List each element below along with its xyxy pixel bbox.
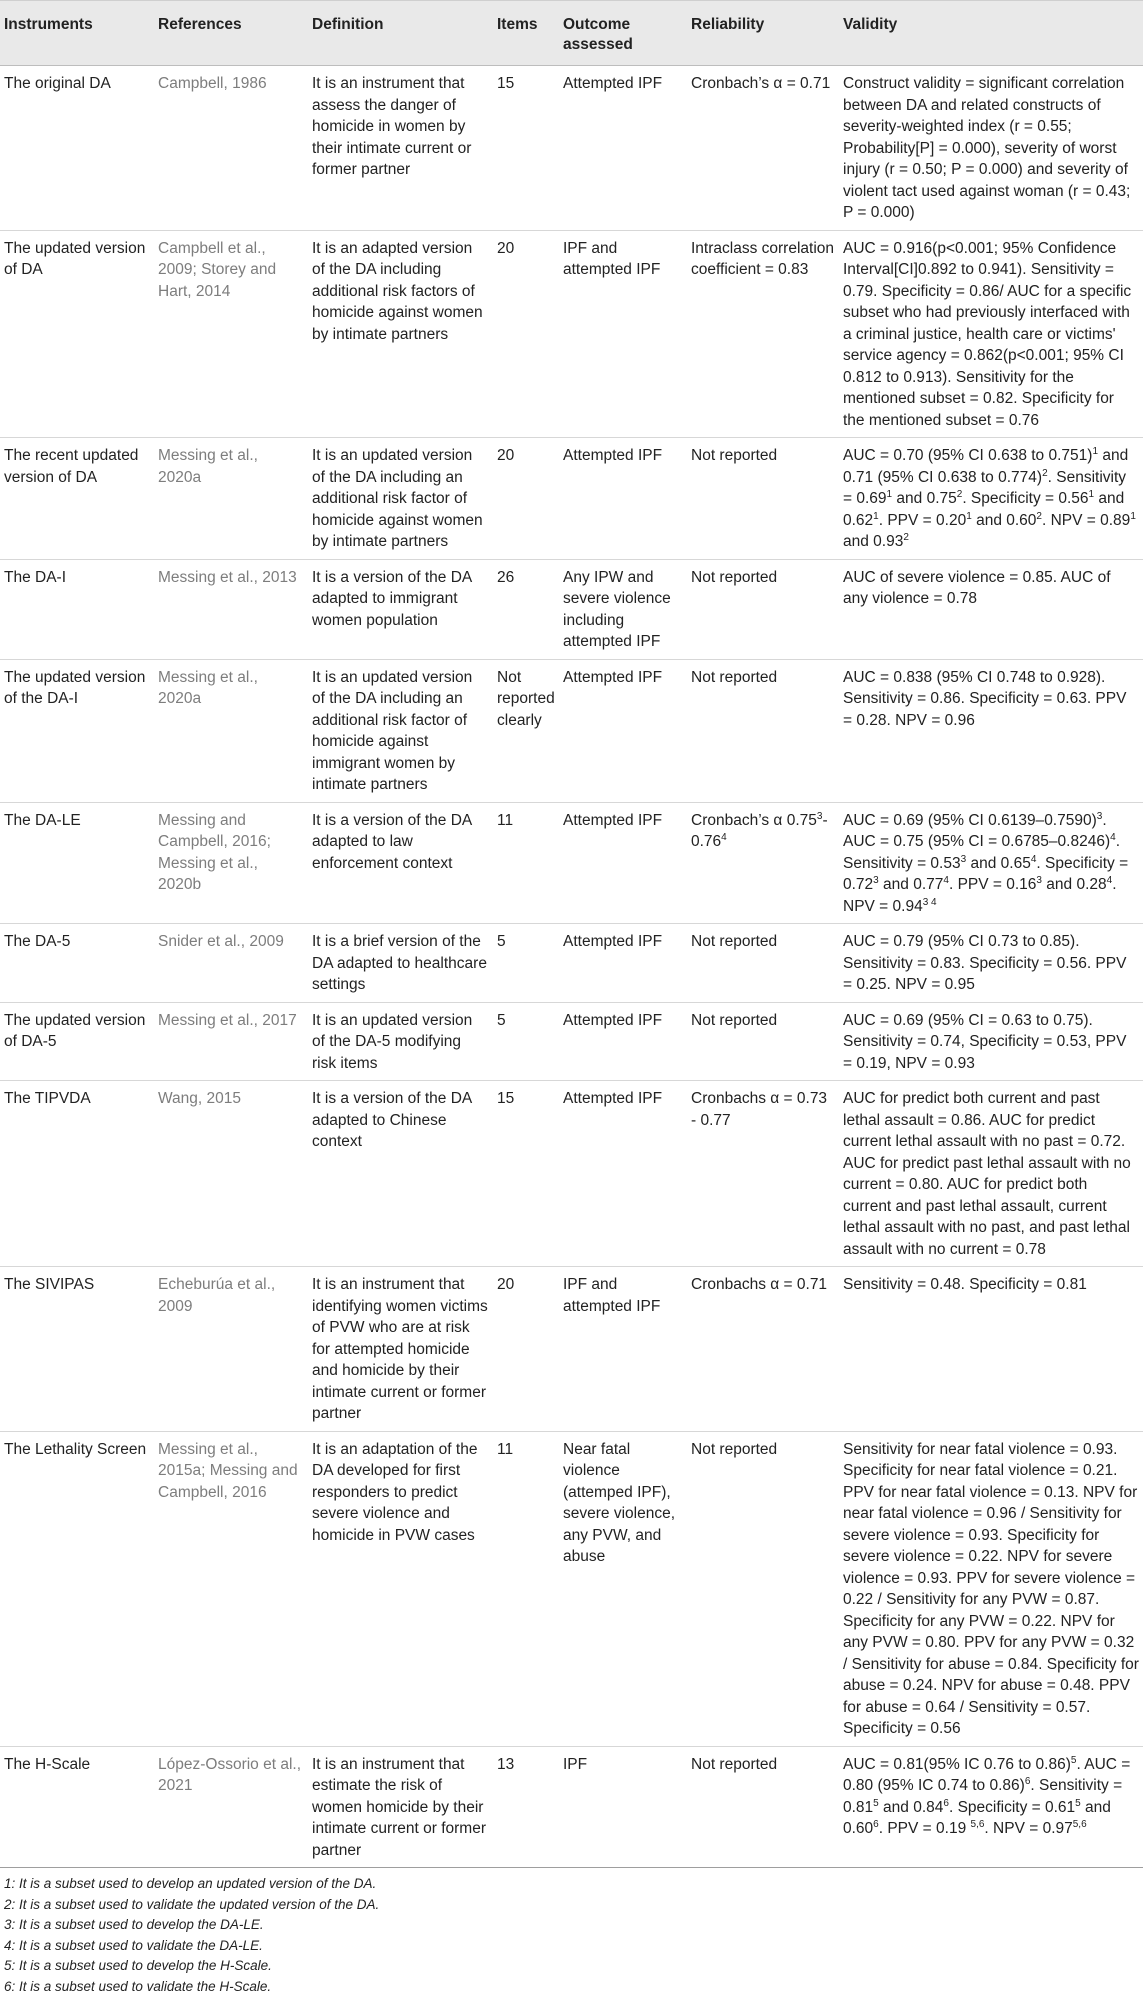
footnote: 4: It is a subset used to validate the DA-LE. [4,1936,379,1957]
cell-references: Campbell, 1986 [154,66,308,231]
text-run: and 0.75 [892,490,957,507]
cell-items: 26 [493,559,559,659]
cell-validity: Sensitivity for near fatal violence = 0.93. Specificity for near fatal violence = 0.21. PPV for near fatal violence = 0.13. NPV for near fatal violence = 0.96 / Sensitivity for severe violence = 0.93. Specificity for severe violence = 0.22. NPV for severe violence = 0.93. PPV for severe violence = 0.22 / Sensitivity for any PVW = 0.87. Specificity for any PVW = 0.22. NPV for any PVW = 0.80. PPV for any PVW = 0.32 / Sensitivity for abuse = 0.84. Specificity for abuse = 0.24. NPV for abuse = 0.48. PPV for abuse = 0.64 / Sensitivity = 0.57. Specificity = 0.56 [839,1431,1143,1746]
table-row [0,924,1143,1003]
footnote: 5: It is a subset used to develop the H-Scale. [4,1956,379,1977]
table-body [0,66,1143,1868]
text-run: . Sensitivity = 0.81 [843,1777,1122,1816]
header-row [0,1,1143,66]
cell-instrument: The updated version of DA-5 [0,1002,154,1081]
cell-validity: AUC = 0.916(p<0.001; 95% Confidence Interval[CI]0.892 to 0.941). Sensitivity = 0.79. Specificity = 0.86/ AUC for a specific subset who had previously interfaced with a criminal justice, health care or victims' service agency = 0.862(p<0.001; 95% CI 0.812 to 0.913). Sensitivity for the mentioned subset = 0.82. Specificity for the mentioned subset = 0.76 [839,230,1143,438]
text-run: and 0.28 [1042,876,1107,893]
cell-reliability: Not reported [687,438,839,560]
footnote-marker: 4 [1110,832,1116,843]
header-definition: Definition [308,1,493,66]
footnote-marker: 2 [1036,510,1042,521]
cell-validity: AUC = 0.69 (95% CI = 0.63 to 0.75). Sensitivity = 0.74, Specificity = 0.53, PPV = 0.19, NPV = 0.93 [839,1002,1143,1081]
cell-references: Echeburúa et al., 2009 [154,1267,308,1432]
table-row [0,559,1143,659]
footnote-marker: 1 [1089,489,1095,500]
cell-outcome: Any IPW and severe violence including attempted IPF [559,559,687,659]
cell-references: Messing and Campbell, 2016; Messing et al., 2020b [154,802,308,924]
text-run: AUC = 0.70 (95% CI 0.638 to 0.751) [843,447,1092,464]
footnote-marker: 6 [1025,1776,1031,1787]
cell-items: 11 [493,1431,559,1746]
cell-reliability: Not reported [687,924,839,1003]
header-items: Items [493,1,559,66]
header-reliability: Reliability [687,1,839,66]
table-row [0,230,1143,438]
text-run: . NPV = 0.97 [984,1820,1072,1837]
footnote: 1: It is a subset used to develop an updated version of the DA. [4,1874,379,1895]
cell-outcome: Attempted IPF [559,1081,687,1267]
cell-items: 15 [493,1081,559,1267]
footnote-marker: 5 [1071,1754,1077,1765]
cell-items: 11 [493,802,559,924]
footnote: 2: It is a subset used to validate the updated version of the DA. [4,1895,379,1916]
table-row [0,1002,1143,1081]
header-validity: Validity [839,1,1143,66]
cell-items: 5 [493,1002,559,1081]
text-run: -0.76 [691,812,828,851]
cell-items: 20 [493,438,559,560]
table-row [0,1081,1143,1267]
cell-validity: AUC = 0.838 (95% CI 0.748 to 0.928). Sensitivity = 0.86. Specificity = 0.63. PPV = 0.28. NPV = 0.96 [839,659,1143,802]
cell-definition: It is a version of the DA adapted to Chinese context [308,1081,493,1267]
cell-definition: It is an updated version of the DA-5 modifying risk items [308,1002,493,1081]
cell-outcome: Attempted IPF [559,924,687,1003]
cell-items: 15 [493,66,559,231]
footnote-marker: 3 [961,853,967,864]
cell-definition: It is an updated version of the DA including an additional risk factor of homicide against women by intimate partners [308,438,493,560]
cell-outcome: IPF and attempted IPF [559,1267,687,1432]
cell-instrument: The updated version of the DA-I [0,659,154,802]
cell-instrument: The recent updated version of DA [0,438,154,560]
footnote-marker: 1 [966,510,972,521]
cell-references: Messing et al., 2013 [154,559,308,659]
footnote-marker: 4 [1031,853,1037,864]
footnote-marker: 5 [873,1797,879,1808]
text-run: . AUC = 0.75 (95% CI = 0.6785–0.8246) [843,812,1110,851]
cell-references: Messing et al., 2020a [154,438,308,560]
footnote-marker: 6 [943,1797,949,1808]
footnote-marker: 3 4 [923,896,937,907]
footnote-marker: 4 [1107,875,1113,886]
cell-reliability: Not reported [687,1002,839,1081]
cell-instrument: The original DA [0,66,154,231]
cell-reliability: Intraclass correlation coefficient = 0.83 [687,230,839,438]
text-run: . NPV = 0.94 [843,876,1117,915]
text-run: . PPV = 0.19 [879,1820,971,1837]
cell-instrument: The DA-5 [0,924,154,1003]
text-run: AUC = 0.81(95% IC 0.76 to 0.86) [843,1756,1071,1773]
footnote-marker: 2 [903,532,909,543]
text-run: . Specificity = 0.72 [843,855,1128,894]
cell-validity: AUC = 0.79 (95% CI 0.73 to 0.85). Sensitivity = 0.83. Specificity = 0.56. PPV = 0.25. NPV = 0.95 [839,924,1143,1003]
cell-outcome: Attempted IPF [559,659,687,802]
table-row [0,802,1143,924]
text-run: . Specificity = 0.56 [962,490,1088,507]
cell-definition: It is an adaptation of the DA developed for first responders to predict severe violence and homicide in PVW cases [308,1431,493,1746]
header-instruments: Instruments [0,1,154,66]
text-run: and 0.60 [972,512,1037,529]
cell-reliability: Cronbachs α = 0.73 - 0.77 [687,1081,839,1267]
cell-outcome: IPF [559,1746,687,1868]
cell-definition: It is an instrument that assess the danger of homicide in women by their intimate current or former partner [308,66,493,231]
footnote-marker: 3 [1036,875,1042,886]
cell-validity [839,1746,1143,1868]
header-outcome-assessed: Outcome assessed [559,1,687,66]
text-run: . Specificity = 0.61 [949,1799,1075,1816]
text-run: AUC = 0.69 (95% CI 0.6139–0.7590) [843,812,1097,829]
cell-reliability: Cronbach’s α = 0.71 [687,66,839,231]
cell-items: 20 [493,1267,559,1432]
text-run: . PPV = 0.20 [879,512,966,529]
cell-reliability: Not reported [687,559,839,659]
footnote-marker: 3 [1097,810,1103,821]
table-row [0,1267,1143,1432]
cell-instrument: The TIPVDA [0,1081,154,1267]
cell-validity: Construct validity = significant correlation between DA and related constructs of severity-weighted index (r = 0.55; Probability[P] = 0.000), severity of worst injury (r = 0.50; P = 0.000) and severity of violent tact used against woman (r = 0.43; P = 0.000) [839,66,1143,231]
text-run: . AUC = 0.80 (95% IC 0.74 to 0.86) [843,1756,1130,1795]
footnote-marker: 5 [1075,1797,1081,1808]
text-run: . NPV = 0.89 [1042,512,1130,529]
cell-instrument: The H-Scale [0,1746,154,1868]
cell-reliability [687,802,839,924]
text-run: and 0.71 (95% CI 0.638 to 0.774) [843,447,1128,486]
footnote-marker: 4 [943,875,949,886]
cell-references: Messing et al., 2015a; Messing and Campbell, 2016 [154,1431,308,1746]
footnote: 3: It is a subset used to develop the DA-LE. [4,1915,379,1936]
cell-items: 20 [493,230,559,438]
text-run: and 0.62 [843,490,1124,529]
footnote: 6: It is a subset used to validate the H-Scale. [4,1977,379,1997]
footnote-marker: 1 [1092,446,1098,457]
cell-definition: It is a brief version of the DA adapted to healthcare settings [308,924,493,1003]
footnote-marker: 4 [721,832,727,843]
table-row [0,1431,1143,1746]
text-run: . Sensitivity = 0.53 [843,833,1120,872]
cell-definition: It is a version of the DA adapted to law enforcement context [308,802,493,924]
cell-reliability: Not reported [687,659,839,802]
text-run: Cronbach’s α 0.75 [691,812,817,829]
text-run: and 0.77 [879,876,944,893]
cell-definition: It is an updated version of the DA including an additional risk factor of homicide against immigrant women by intimate partners [308,659,493,802]
cell-definition: It is a version of the DA adapted to immigrant women population [308,559,493,659]
cell-instrument: The DA-LE [0,802,154,924]
cell-outcome: Attempted IPF [559,1002,687,1081]
cell-reliability: Not reported [687,1746,839,1868]
cell-references: Wang, 2015 [154,1081,308,1267]
footnote-marker: 3 [873,875,879,886]
cell-instrument: The DA-I [0,559,154,659]
table-row [0,438,1143,560]
footnote-marker: 1 [1130,510,1136,521]
header-references: References [154,1,308,66]
text-run: and 0.84 [879,1799,944,1816]
cell-outcome: Attempted IPF [559,66,687,231]
cell-validity [839,438,1143,560]
table-row [0,1746,1143,1868]
footnotes [4,1874,379,1997]
cell-definition: It is an adapted version of the DA including additional risk factors of homicide against women by intimate partners [308,230,493,438]
table-header [0,1,1143,66]
cell-outcome: Attempted IPF [559,438,687,560]
cell-references: Messing et al., 2017 [154,1002,308,1081]
table-row [0,66,1143,231]
cell-items: 5 [493,924,559,1003]
cell-instrument: The Lethality Screen [0,1431,154,1746]
cell-validity: Sensitivity = 0.48. Specificity = 0.81 [839,1267,1143,1432]
footnote-marker: 5,6 [971,1819,985,1830]
footnote-marker: 3 [817,810,823,821]
cell-outcome: Attempted IPF [559,802,687,924]
footnote-marker: 2 [957,489,963,500]
cell-reliability: Not reported [687,1431,839,1746]
cell-validity: AUC for predict both current and past lethal assault = 0.86. AUC for predict current lethal assault with no past = 0.72. AUC for predict past lethal assault with no current = 0.80. AUC for predict both current and past lethal assault, current lethal assault with no past, and past lethal assault with no current = 0.78 [839,1081,1143,1267]
table-row [0,659,1143,802]
cell-validity [839,802,1143,924]
cell-references: López-Ossorio et al., 2021 [154,1746,308,1868]
footnote-marker: 1 [873,510,879,521]
cell-references: Snider et al., 2009 [154,924,308,1003]
cell-items: 13 [493,1746,559,1868]
text-run: and 0.65 [966,855,1031,872]
cell-instrument: The updated version of DA [0,230,154,438]
footnote-marker: 2 [1042,467,1048,478]
text-run: and 0.60 [843,1799,1111,1838]
cell-outcome: Near fatal violence (attemped IPF), severe violence, any PVW, and abuse [559,1431,687,1746]
cell-references: Campbell et al., 2009; Storey and Hart, 2014 [154,230,308,438]
footnote-marker: 6 [873,1819,879,1830]
footnote-marker: 5,6 [1073,1819,1087,1830]
cell-references: Messing et al., 2020a [154,659,308,802]
cell-instrument: The SIVIPAS [0,1267,154,1432]
footnote-marker: 1 [887,489,893,500]
cell-outcome: IPF and attempted IPF [559,230,687,438]
cell-definition: It is an instrument that identifying women victims of PVW who are at risk for attempted homicide and homicide by their intimate current or former partner [308,1267,493,1432]
text-run: . Sensitivity = 0.69 [843,469,1126,508]
cell-validity: AUC of severe violence = 0.85. AUC of any violence = 0.78 [839,559,1143,659]
cell-reliability: Cronbachs α = 0.71 [687,1267,839,1432]
text-run: and 0.93 [843,533,903,550]
cell-definition: It is an instrument that estimate the risk of women homicide by their intimate current or former partner [308,1746,493,1868]
cell-items: Not reported clearly [493,659,559,802]
text-run: . PPV = 0.16 [949,876,1036,893]
